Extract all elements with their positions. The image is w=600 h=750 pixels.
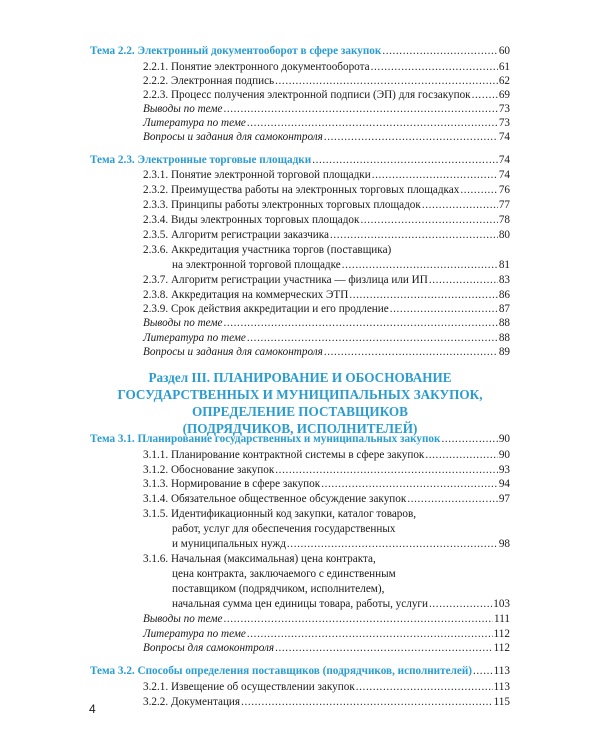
toc-leader (321, 477, 498, 492)
toc-page: 69 (498, 89, 510, 101)
toc-page: 81 (498, 259, 510, 271)
toc-title: 2.3.3. Принципы работы электронных торговых площадок (143, 199, 421, 211)
toc-page: 88 (498, 317, 510, 329)
toc-title: 3.1.3. Нормирование в сфере закупок (143, 478, 321, 490)
toc-title: 2.3.2. Преимущества работы на электронных торговых площадках (143, 184, 460, 196)
toc-entry-2-3-6[interactable] (172, 258, 510, 273)
toc-title: 2.2.3. Процесс получения электронной подписи (ЭП) для госзакупок (143, 89, 471, 101)
toc-entry-3-1-5[interactable] (172, 537, 510, 552)
page-number: 4 (89, 702, 96, 716)
toc-page: 103 (493, 598, 510, 610)
toc-theme-3-1[interactable] (90, 432, 510, 447)
toc-page: 90 (498, 449, 510, 461)
toc-leader (382, 44, 497, 59)
toc-page: 78 (498, 214, 510, 226)
toc-leader (342, 258, 498, 273)
toc-title: на электронной торговой площадке (172, 259, 341, 271)
toc-leader (390, 302, 498, 317)
toc-page: 83 (498, 274, 510, 286)
toc-entry-2-2-questions[interactable] (143, 130, 510, 145)
toc-entry-3-1-6[interactable] (172, 597, 510, 612)
toc-entry-3-1-2[interactable] (143, 463, 510, 478)
toc-title: Литература по теме (143, 117, 246, 129)
toc-page: 112 (493, 628, 510, 640)
toc-page: 74 (498, 154, 510, 166)
toc-entry-2-2-conclusions[interactable] (143, 102, 510, 117)
toc-page: 62 (498, 75, 510, 87)
toc-leader (324, 130, 498, 145)
toc-entry-2-2-3[interactable] (143, 88, 510, 103)
toc-page: 87 (498, 303, 510, 315)
toc-entry-3-1-6-line3[interactable]: поставщиком (подрядчиком, исполнителем), (172, 583, 385, 595)
toc-entry-3-2-2[interactable] (143, 695, 510, 710)
toc-entry-2-3-questions[interactable] (143, 345, 510, 360)
toc-leader (407, 492, 497, 507)
section-heading-line: ОПРЕДЕЛЕНИЕ ПОСТАВЩИКОВ (192, 404, 408, 419)
toc-entry-2-2-literature[interactable] (143, 116, 510, 131)
toc-page: 113 (493, 681, 510, 693)
toc-title: Выводы по теме (143, 613, 223, 625)
toc-title: 2.3.5. Алгоритм регистрации заказчика (143, 229, 329, 241)
toc-leader (324, 345, 498, 360)
toc-title: Тема 3.1. Планирование государственных и муниципальных закупок (90, 433, 441, 445)
toc-entry-2-3-conclusions[interactable] (143, 316, 510, 331)
toc-leader (223, 612, 493, 627)
toc-entry-3-1-questions[interactable] (143, 641, 510, 656)
toc-entry-2-3-1[interactable] (143, 168, 510, 183)
toc-leader (372, 168, 498, 183)
toc-page: 90 (498, 433, 510, 445)
toc-entry-2-3-literature[interactable] (143, 331, 510, 346)
toc-leader (330, 228, 498, 243)
toc-title: Тема 3.2. Способы определения поставщиков (подрядчиков, исполнителей) (90, 665, 473, 677)
toc-page: 61 (498, 61, 510, 73)
toc-title: Вопросы для самоконтроля (143, 642, 275, 654)
toc-entry-2-3-4[interactable] (143, 213, 510, 228)
toc-entry-3-1-literature[interactable] (143, 627, 510, 642)
toc-title: 3.1.4. Обязательное общественное обсуждение закупок (143, 493, 407, 505)
toc-title: Выводы по теме (143, 103, 223, 115)
toc-leader (275, 641, 493, 656)
toc-leader (422, 198, 498, 213)
toc-entry-2-2-1[interactable] (143, 60, 510, 75)
toc-page: 97 (498, 493, 510, 505)
toc-entry-3-1-6-line2[interactable]: цена контракта, заключаемого с единственным (172, 568, 396, 580)
toc-leader (356, 680, 493, 695)
toc-leader (429, 273, 498, 288)
toc-entry-3-1-4[interactable] (143, 492, 510, 507)
toc-page: 115 (493, 696, 510, 708)
section-heading-line: (ПОДРЯДЧИКОВ, ИСПОЛНИТЕЛЕЙ) (182, 421, 418, 436)
toc-leader (429, 597, 492, 612)
toc-entry-2-2-2[interactable] (143, 74, 510, 89)
toc-title: Тема 2.2. Электронный документооборот в сфере закупок (90, 45, 382, 57)
toc-leader (441, 432, 497, 447)
toc-page: 73 (498, 117, 510, 129)
toc-title: Выводы по теме (143, 317, 223, 329)
section-heading-line: Раздел III. ПЛАНИРОВАНИЕ И ОБОСНОВАНИЕ (148, 370, 452, 385)
toc-page: 112 (493, 642, 510, 654)
toc-entry-3-1-5-line1[interactable]: 3.1.5. Идентификационный код закупки, каталог товаров, (143, 508, 417, 520)
toc-leader (247, 627, 493, 642)
toc-entry-3-1-1[interactable] (143, 448, 510, 463)
section-heading-line: ГОСУДАРСТВЕННЫХ И МУНИЦИПАЛЬНЫХ ЗАКУПОК, (117, 387, 483, 402)
toc-title: Литература по теме (143, 332, 246, 344)
toc-title: 2.3.7. Алгоритм регистрации участника — физлица или ИП (143, 274, 428, 286)
toc-leader (223, 102, 497, 117)
toc-entry-3-1-conclusions[interactable] (143, 612, 510, 627)
toc-leader (247, 331, 498, 346)
toc-entry-2-3-5[interactable] (143, 228, 510, 243)
toc-theme-2-2[interactable] (90, 44, 510, 59)
toc-page: 88 (498, 332, 510, 344)
toc-page: 60 (498, 45, 510, 57)
toc-title: 2.2.1. Понятие электронного документооборота (143, 61, 370, 73)
toc-page: 86 (498, 289, 510, 301)
toc-page: 94 (498, 478, 510, 490)
toc-entry-2-3-3[interactable] (143, 198, 510, 213)
toc-entry-2-3-6-line1[interactable]: 2.3.6. Аккредитация участника торгов (поставщика) (143, 244, 392, 256)
toc-page: 77 (498, 199, 510, 211)
toc-title: 3.2.1. Извещение об осуществлении закупок (143, 681, 355, 693)
toc-leader (247, 116, 498, 131)
toc-leader (360, 213, 497, 228)
toc-page: 80 (498, 229, 510, 241)
toc-theme-3-2[interactable] (90, 664, 510, 679)
toc-entry-3-1-5-line2[interactable]: работ, услуг для обеспечения государственных (172, 523, 396, 535)
toc-title: 2.3.4. Виды электронных торговых площадок (143, 214, 360, 226)
toc-title: 3.1.1. Планирование контрактной системы в сфере закупок (143, 449, 425, 461)
toc-page: 93 (498, 464, 510, 476)
toc-leader (371, 60, 498, 75)
toc-leader (275, 74, 498, 89)
toc-entry-3-2-1[interactable] (143, 680, 510, 695)
section-3-heading[interactable] (90, 369, 510, 437)
toc-leader (275, 463, 498, 478)
toc-title: 2.3.8. Аккредитация на коммерческих ЭТП (143, 289, 349, 301)
toc-title: Вопросы и задания для самоконтроля (143, 346, 323, 358)
toc-entry-3-1-6-line1[interactable]: 3.1.6. Начальная (максимальная) цена контракта, (143, 553, 376, 565)
toc-page: 76 (498, 184, 510, 196)
toc-page: 74 (498, 131, 510, 143)
toc-leader (473, 664, 493, 679)
toc-page: 89 (498, 346, 510, 358)
toc-leader (460, 183, 497, 198)
toc-page: 74 (498, 169, 510, 181)
toc-entry-2-3-7[interactable] (143, 273, 510, 288)
toc-page: 73 (498, 103, 510, 115)
toc-title: Вопросы и задания для самоконтроля (143, 131, 323, 143)
toc-leader (241, 695, 493, 710)
toc-title: 2.3.9. Срок действия аккредитации и его продление (143, 303, 389, 315)
toc-title: и муниципальных нужд (172, 538, 286, 550)
toc-title: 3.2.2. Документация (143, 696, 241, 708)
toc-theme-2-3[interactable] (90, 153, 510, 168)
toc-entry-2-3-2[interactable] (143, 183, 510, 198)
toc-title: начальная сумма цен единицы товара, работы, услуги (172, 598, 428, 610)
toc-leader (425, 448, 497, 463)
toc-leader (472, 88, 498, 103)
toc-title: 3.1.2. Обоснование закупок (143, 464, 275, 476)
toc-page: 111 (494, 613, 510, 625)
toc-title: Литература по теме (143, 628, 246, 640)
toc-page: 113 (493, 665, 510, 677)
toc-leader (223, 316, 497, 331)
toc-entry-2-3-9[interactable] (143, 302, 510, 317)
toc-leader (349, 288, 498, 303)
toc-entry-3-1-3[interactable] (143, 477, 510, 492)
toc-title: Тема 2.3. Электронные торговые площадки (90, 154, 312, 166)
toc-entry-2-3-8[interactable] (143, 288, 510, 303)
toc-leader (287, 537, 498, 552)
toc-title: 2.3.1. Понятие электронной торговой площадки (143, 169, 371, 181)
toc-page: 98 (498, 538, 510, 550)
toc-title: 2.2.2. Электронная подпись (143, 75, 275, 87)
toc-leader (312, 153, 498, 168)
